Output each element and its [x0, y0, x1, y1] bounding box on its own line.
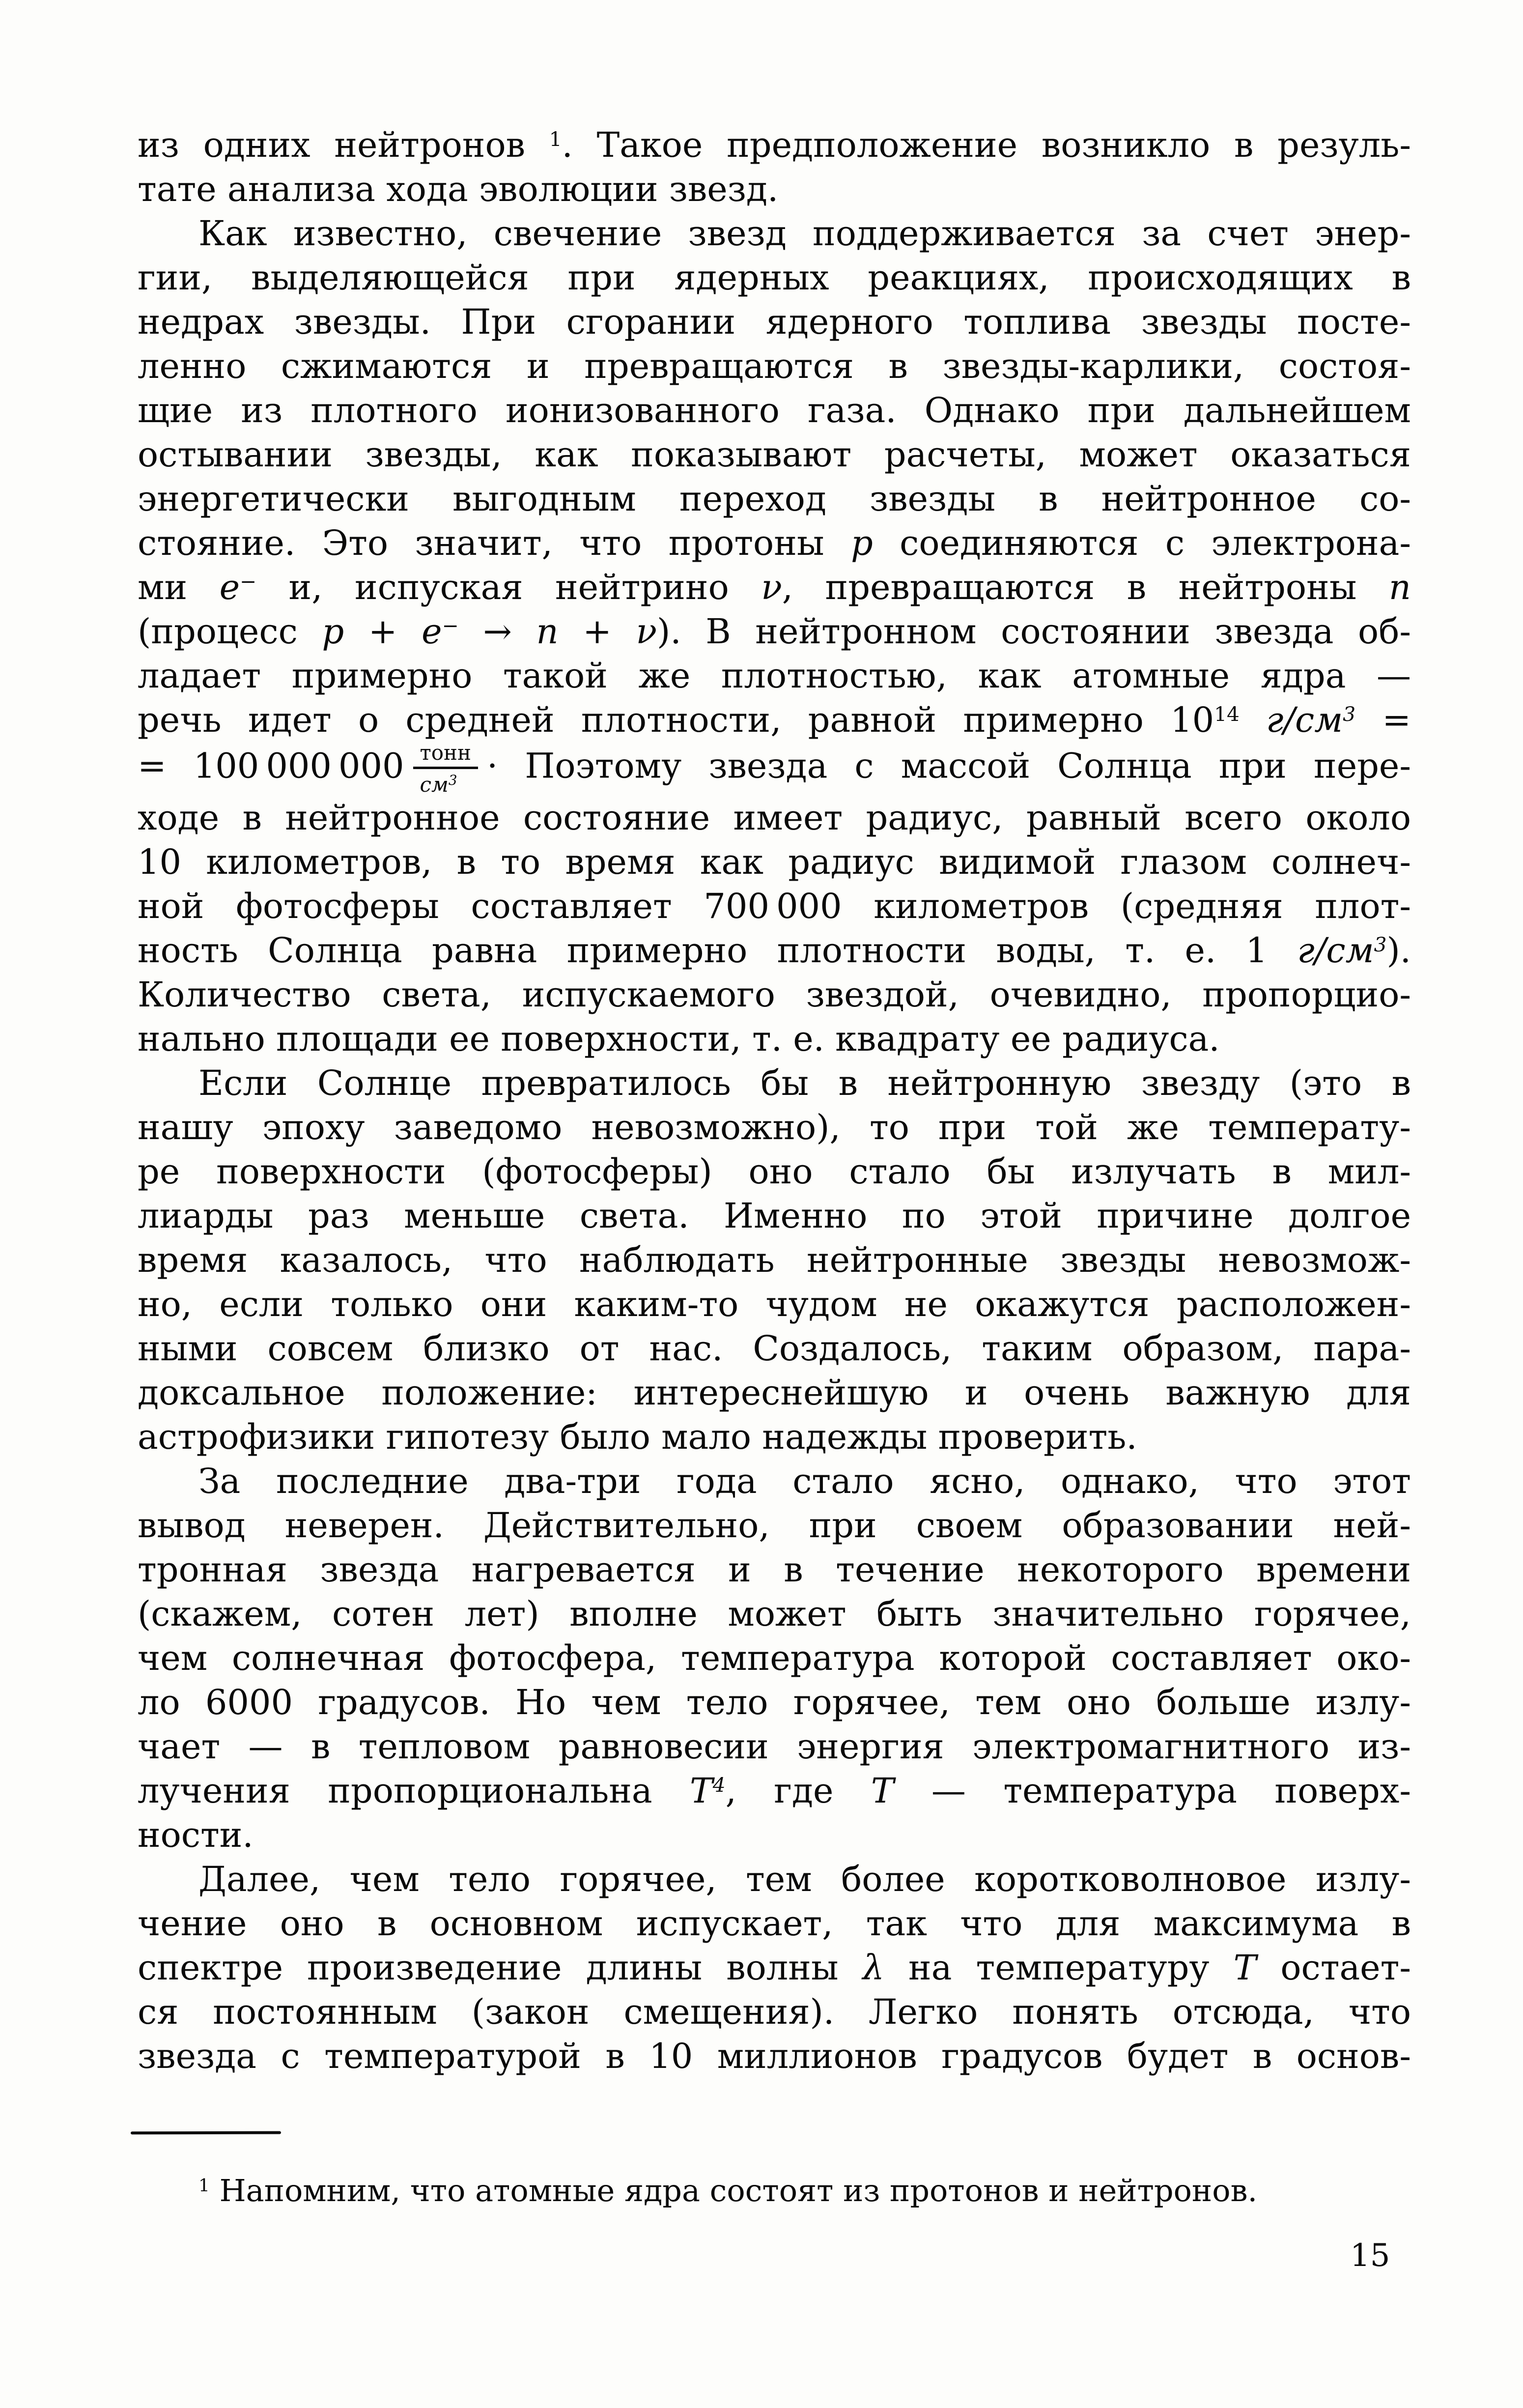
text-line: ло 6000 градусов. Но чем тело горячее, тем оно больше излу-	[138, 1682, 1411, 1723]
text-line: За последние два-три года стало ясно, однако, что этот	[198, 1461, 1411, 1502]
text-line: но, если только они каким-то чудом не окажутся расположен-	[138, 1284, 1411, 1325]
text-line: ми e− и, испуская нейтрино ν, превращаются в нейтроны n	[138, 567, 1411, 607]
text-line: недрах звезды. При сгорании ядерного топлива звезды посте-	[138, 302, 1411, 342]
text-line: лучения пропорциональна $T^4$, где T — температура поверх-	[138, 1771, 1411, 1811]
text-line: время казалось, что наблюдать нейтронные звезды невозмож-	[138, 1240, 1411, 1281]
text-line: доксальное положение: интереснейшую и очень важную для	[138, 1373, 1411, 1413]
text-line: ре поверхности (фотосферы) оно стало бы излучать в мил-	[138, 1151, 1411, 1192]
text-line: лиарды раз меньше света. Именно по этой причине долгое	[138, 1196, 1411, 1236]
text-line: = 100 000 000 $\frac{\text{тонн}}{см^3}$ · Поэтому звезда с массой Солнца при пере-	[138, 741, 1411, 797]
fraction	[413, 742, 479, 796]
footnote-text: $^1$ Напомним, что атомные ядра состоят из протонов и нейтронов.	[198, 2173, 1258, 2208]
text-line: Как известно, свечение звезд поддерживается за счет энер-	[198, 213, 1411, 254]
text-line: ность Солнца равна примерно плотности воды, т. е. 1 $г/см^3$).	[138, 930, 1411, 971]
text-line: (процесс p + e− → n + ν). В нейтронном состоянии звезда об-	[138, 611, 1411, 652]
text-line: щие из плотного ионизованного газа. Однако при дальнейшем	[138, 390, 1411, 430]
text-line: стояние. Это значит, что протоны p соединяются с электрона-	[138, 523, 1411, 563]
text-line: ленно сжимаются и превращаются в звезды-карлики, состоя-	[138, 346, 1411, 386]
text-line: нально площади ее поверхности, т. е. квадрату ее радиуса.	[138, 1019, 1220, 1060]
text-line: Количество света, испускаемого звездой, очевидно, пропорцио-	[138, 975, 1411, 1015]
text-line: ной фотосферы составляет 700 000 километров (средняя плот-	[138, 886, 1411, 927]
fraction-denominator: $см^3$	[413, 767, 479, 796]
text-line: 10 километров, в то время как радиус видимой глазом солнеч-	[138, 842, 1411, 883]
text-line: астрофизики гипотезу было мало надежды проверить.	[138, 1417, 1137, 1458]
fraction-numerator: тонн	[420, 741, 472, 765]
text-line: ными совсем близко от нас. Создалось, таким образом, пара-	[138, 1328, 1411, 1369]
text-line: вывод неверен. Действительно, при своем образовании ней-	[138, 1505, 1411, 1546]
text-line: Далее, чем тело горячее, тем более коротковолновое излу-	[198, 1859, 1411, 1900]
text-line: чает — в тепловом равновесии энергия электромагнитного из-	[138, 1726, 1411, 1767]
text-line: тронная звезда нагревается и в течение некоторого времени	[138, 1549, 1411, 1590]
text-line: звезда с температурой в 10 миллионов градусов будет в основ-	[138, 2036, 1411, 2077]
text-line: (скажем, сотен лет) вполне может быть значительно горячее,	[138, 1594, 1411, 1634]
text-line: остывании звезды, как показывают расчеты, может оказаться	[138, 434, 1411, 475]
footnote-separator	[131, 2131, 281, 2135]
text-line: Если Солнце превратилось бы в нейтронную звезду (это в	[198, 1063, 1411, 1104]
text-line: тате анализа хода эволюции звезд.	[138, 169, 779, 209]
text-line: ходе в нейтронное состояние имеет радиус, равный всего около	[138, 798, 1411, 838]
text-line: гии, выделяющейся при ядерных реакциях, происходящих в	[138, 258, 1411, 298]
text-line: чение оно в основном испускает, так что для максимума в	[138, 1903, 1411, 1944]
text-line: ности.	[138, 1815, 254, 1856]
text-line: энергетически выгодным переход звезды в нейтронное со-	[138, 479, 1411, 519]
text-line: нашу эпоху заведомо невозможно), то при той же температу-	[138, 1107, 1411, 1148]
text-line: чем солнечная фотосфера, температура которой составляет око-	[138, 1638, 1411, 1679]
text-line: спектре произведение длины волны λ на температуру T остает-	[138, 1948, 1411, 1988]
text-line: ладает примерно такой же плотностью, как атомные ядра —	[138, 656, 1411, 696]
text-line: речь идет о средней плотности, равной примерно $10^{14}$ $г/см^3$ =	[138, 700, 1411, 740]
text-line: ся постоянным (закон смещения). Легко понять отсюда, что	[138, 1992, 1411, 2033]
page-number: 15	[1350, 2237, 1390, 2274]
body-text	[138, 123, 1411, 2078]
text-line: из одних нейтронов $^1$. Такое предположение возникло в резуль-	[138, 125, 1411, 165]
